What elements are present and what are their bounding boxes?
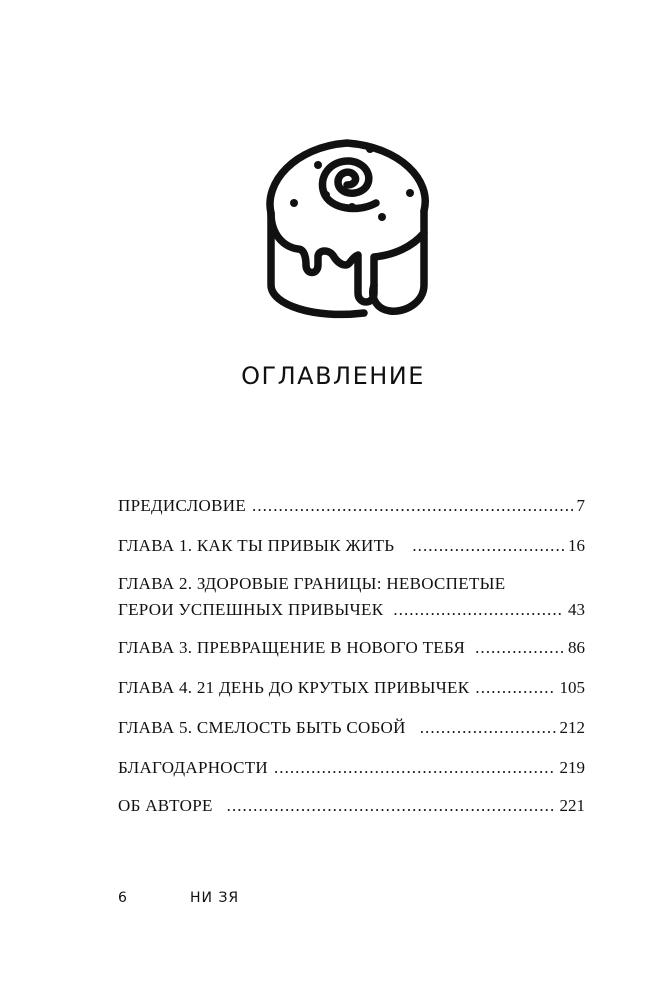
dot-leader	[475, 638, 564, 658]
dot-leader	[252, 496, 572, 516]
toc-entry-page: 86	[568, 638, 585, 657]
page-number: 6	[118, 890, 128, 906]
dot-leader	[475, 678, 555, 698]
toc-entry-page: 16	[568, 536, 585, 555]
dot-leader	[393, 600, 564, 620]
toc-entry-about-author[interactable]	[118, 796, 585, 816]
toc-entry-chapter-4[interactable]	[118, 678, 585, 698]
toc-entry-page: 221	[559, 796, 585, 815]
toc-entry-title: ГЛАВА 5. СМЕЛОСТЬ БЫТЬ СОБОЙ	[118, 718, 406, 737]
toc-entry-page: 105	[559, 678, 585, 697]
toc-entry-chapter-2-line1[interactable]: ГЛАВА 2. ЗДОРОВЫЕ ГРАНИЦЫ: НЕВОСПЕТЫЕ	[118, 574, 506, 593]
toc-entry-title: ОБ АВТОРЕ	[118, 796, 213, 815]
toc-entry-page: 7	[576, 496, 585, 515]
cinnamon-roll-icon	[254, 125, 440, 321]
toc-entry-chapter-3[interactable]	[118, 638, 585, 658]
toc-entry-acknowledgements[interactable]	[118, 758, 585, 778]
toc-entry-chapter-5[interactable]	[118, 718, 585, 738]
toc-entry-title: ПРЕДИСЛОВИЕ	[118, 496, 247, 515]
dot-leader	[420, 718, 556, 738]
running-title: НИ ЗЯ	[190, 890, 240, 906]
page-title: ОГЛАВЛЕНИЕ	[241, 362, 425, 390]
toc-entry-title: ГЛАВА 4. 21 ДЕНЬ ДО КРУТЫХ ПРИВЫЧЕК	[118, 678, 470, 697]
toc-entry-title: БЛАГОДАРНОСТИ	[118, 758, 268, 777]
toc-entry-page: 219	[559, 758, 585, 777]
toc-entry-preface[interactable]	[118, 496, 585, 516]
toc-entry-title: ГЕРОИ УСПЕШНЫХ ПРИВЫЧЕК	[118, 600, 384, 619]
dot-leader	[274, 758, 556, 778]
toc-entry-page: 43	[568, 600, 585, 619]
toc-entry-page: 212	[559, 718, 585, 737]
dot-leader	[227, 796, 556, 816]
toc-entry-title: ГЛАВА 3. ПРЕВРАЩЕНИЕ В НОВОГО ТЕБЯ	[118, 638, 466, 657]
dot-leader	[412, 536, 564, 556]
toc-entry-title: ГЛАВА 1. КАК ТЫ ПРИВЫК ЖИТЬ	[118, 536, 395, 555]
toc-entry-chapter-1[interactable]	[118, 536, 585, 556]
toc-entry-chapter-2[interactable]	[118, 600, 585, 620]
